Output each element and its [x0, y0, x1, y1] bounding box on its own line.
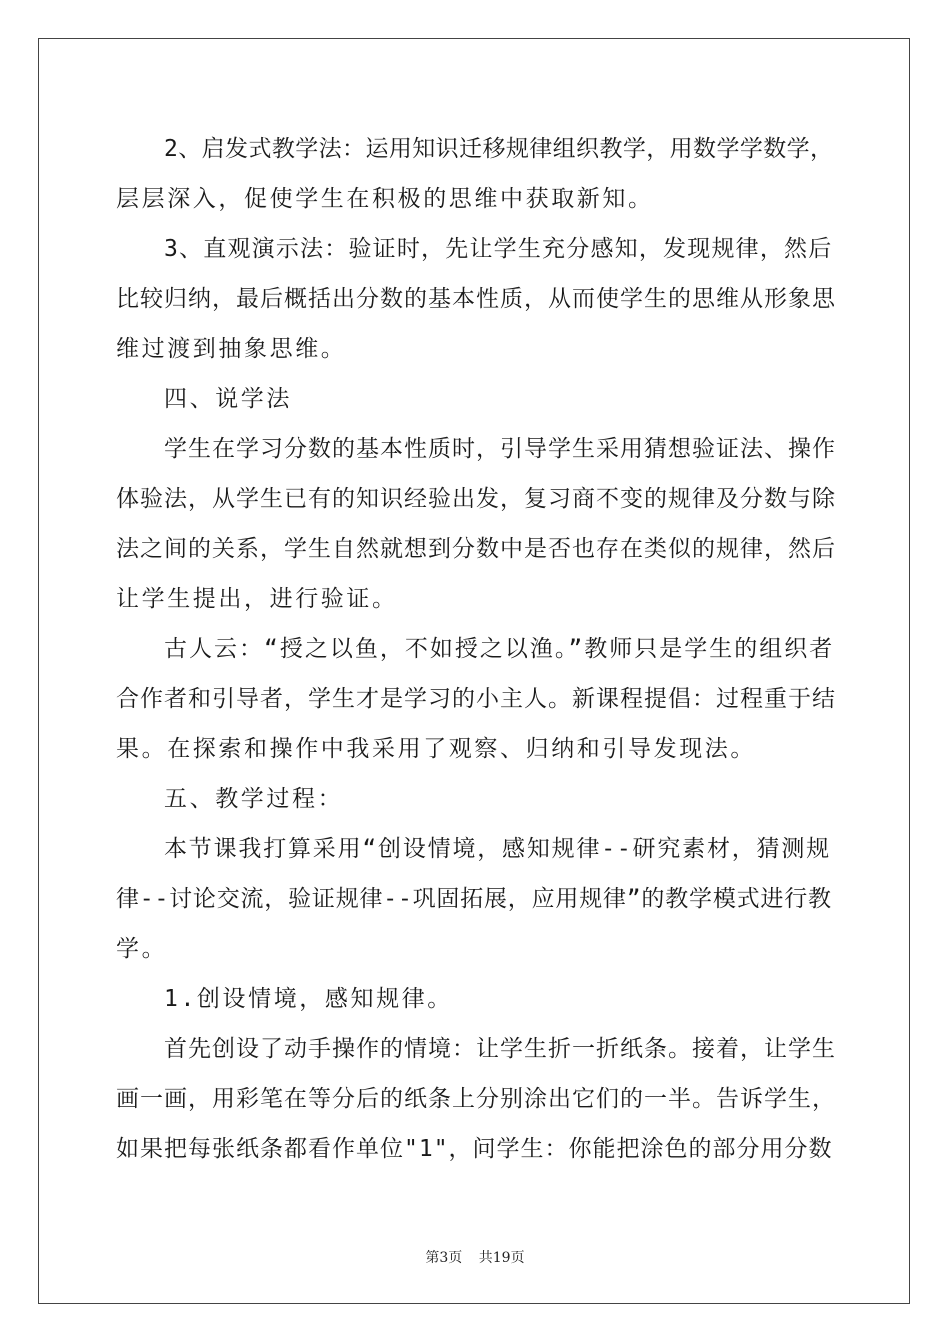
- text-line: 画一画，用彩笔在等分后的纸条上分别涂出它们的一半。告诉学生，: [116, 1086, 836, 1112]
- text-line: 如果把每张纸条都看作单位"1"，问学生：你能把涂色的部分用分数: [116, 1136, 833, 1162]
- section-heading: 五、教学过程：: [164, 786, 344, 812]
- page-footer: [0, 1247, 950, 1267]
- text-line: 层层深入，促使学生在积极的思维中获取新知。: [116, 186, 654, 212]
- text-line: 古人云：“授之以鱼，不如授之以渔。”教师只是学生的组织者: [164, 636, 835, 662]
- text-line: 学生在学习分数的基本性质时，引导学生采用猜想验证法、操作: [164, 436, 836, 462]
- text-line: 学。: [116, 936, 168, 962]
- text-line: 维过渡到抽象思维。: [116, 336, 347, 362]
- section-heading: 四、说学法: [164, 386, 292, 412]
- text-line: 比较归纳，最后概括出分数的基本性质，从而使学生的思维从形象思: [116, 286, 836, 312]
- subsection-heading: 1.创设情境，感知规律。: [164, 986, 453, 1012]
- text-line: 法之间的关系，学生自然就想到分数中是否也存在类似的规律，然后: [116, 536, 836, 562]
- page-total: 共19页: [478, 1250, 525, 1266]
- page-number: 第3页: [425, 1250, 463, 1266]
- text-line: 律--讨论交流，验证规律--巩固拓展，应用规律”的教学模式进行教: [116, 886, 832, 912]
- text-line: 让学生提出，进行验证。: [116, 586, 398, 612]
- text-line: 首先创设了动手操作的情境：让学生折一折纸条。接着，让学生: [164, 1036, 836, 1062]
- document-body: [116, 124, 836, 1174]
- text-line: 果。在探索和操作中我采用了观察、归纳和引导发现法。: [116, 736, 756, 762]
- text-line: 合作者和引导者，学生才是学习的小主人。新课程提倡：过程重于结: [116, 686, 836, 712]
- text-line: 本节课我打算采用“创设情境，感知规律--研究素材，猜测规: [164, 836, 831, 862]
- text-line: 2、启发式教学法：运用知识迁移规律组织教学，用数学学数学，: [164, 136, 834, 162]
- text-line: 体验法，从学生已有的知识经验出发，复习商不变的规律及分数与除: [116, 486, 836, 512]
- text-line: 3、直观演示法：验证时，先让学生充分感知，发现规律，然后: [164, 236, 833, 262]
